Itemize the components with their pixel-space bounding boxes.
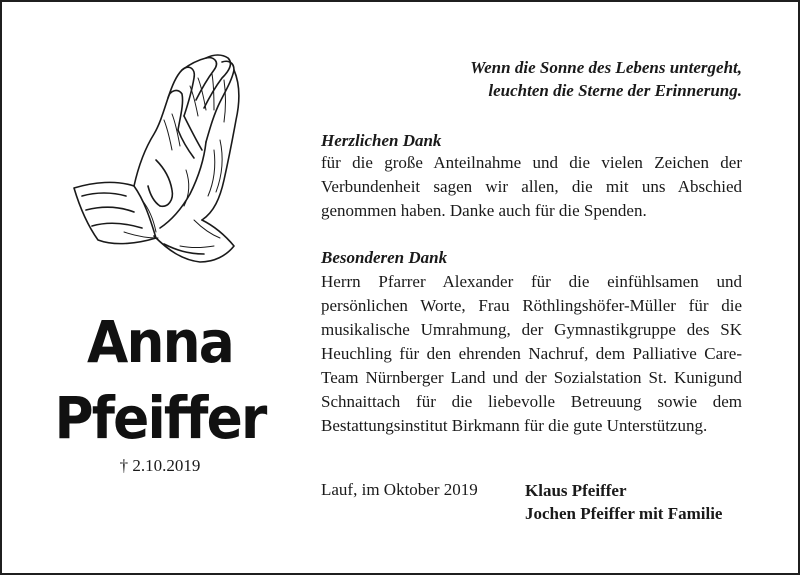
death-date: † 2.10.2019	[119, 456, 201, 475]
special-thanks-heading: Besonderen Dank	[321, 248, 448, 267]
signature-name: Jochen Pfeiffer mit Familie	[525, 504, 723, 523]
place-date: Lauf, im Oktober 2019	[321, 480, 478, 499]
signature-name: Klaus Pfeiffer	[525, 481, 627, 500]
thanks-text: für die große Anteilnahme und die vielen Zeichen der Verbundenheit sagen wir allen, die mit uns Abschied genommen haben. Danke auch für die Spenden.	[321, 153, 742, 220]
thanks-heading: Herzlichen Dank	[321, 131, 442, 150]
special-thanks-text: Herrn Pfarrer Alexander für die einfühlsamen und persönlichen Worte, Frau Röthlingshöfer-Müller für die musikalische Umrahmung, der Gymnastikgruppe des SK Heuchling für den ehrenden Nachruf, dem Palliative Care-Team Nürnberger Land und der Sozialstation St. Kunigund Schnaittach für die liebevolle Betreuung sowie dem Bestattungsinstitut Birkmann für die gute Unterstützung.	[321, 272, 742, 435]
quote-line-2: leuchten die Sterne der Erinnerung.	[488, 81, 742, 100]
deceased-first-name: Anna	[87, 308, 233, 376]
signature-names	[525, 479, 722, 525]
quote-line-1: Wenn die Sonne des Lebens untergeht,	[470, 58, 742, 77]
praying-hands-icon	[64, 50, 254, 275]
deceased-last-name: Pfeiffer	[54, 384, 266, 452]
quote	[320, 56, 742, 102]
